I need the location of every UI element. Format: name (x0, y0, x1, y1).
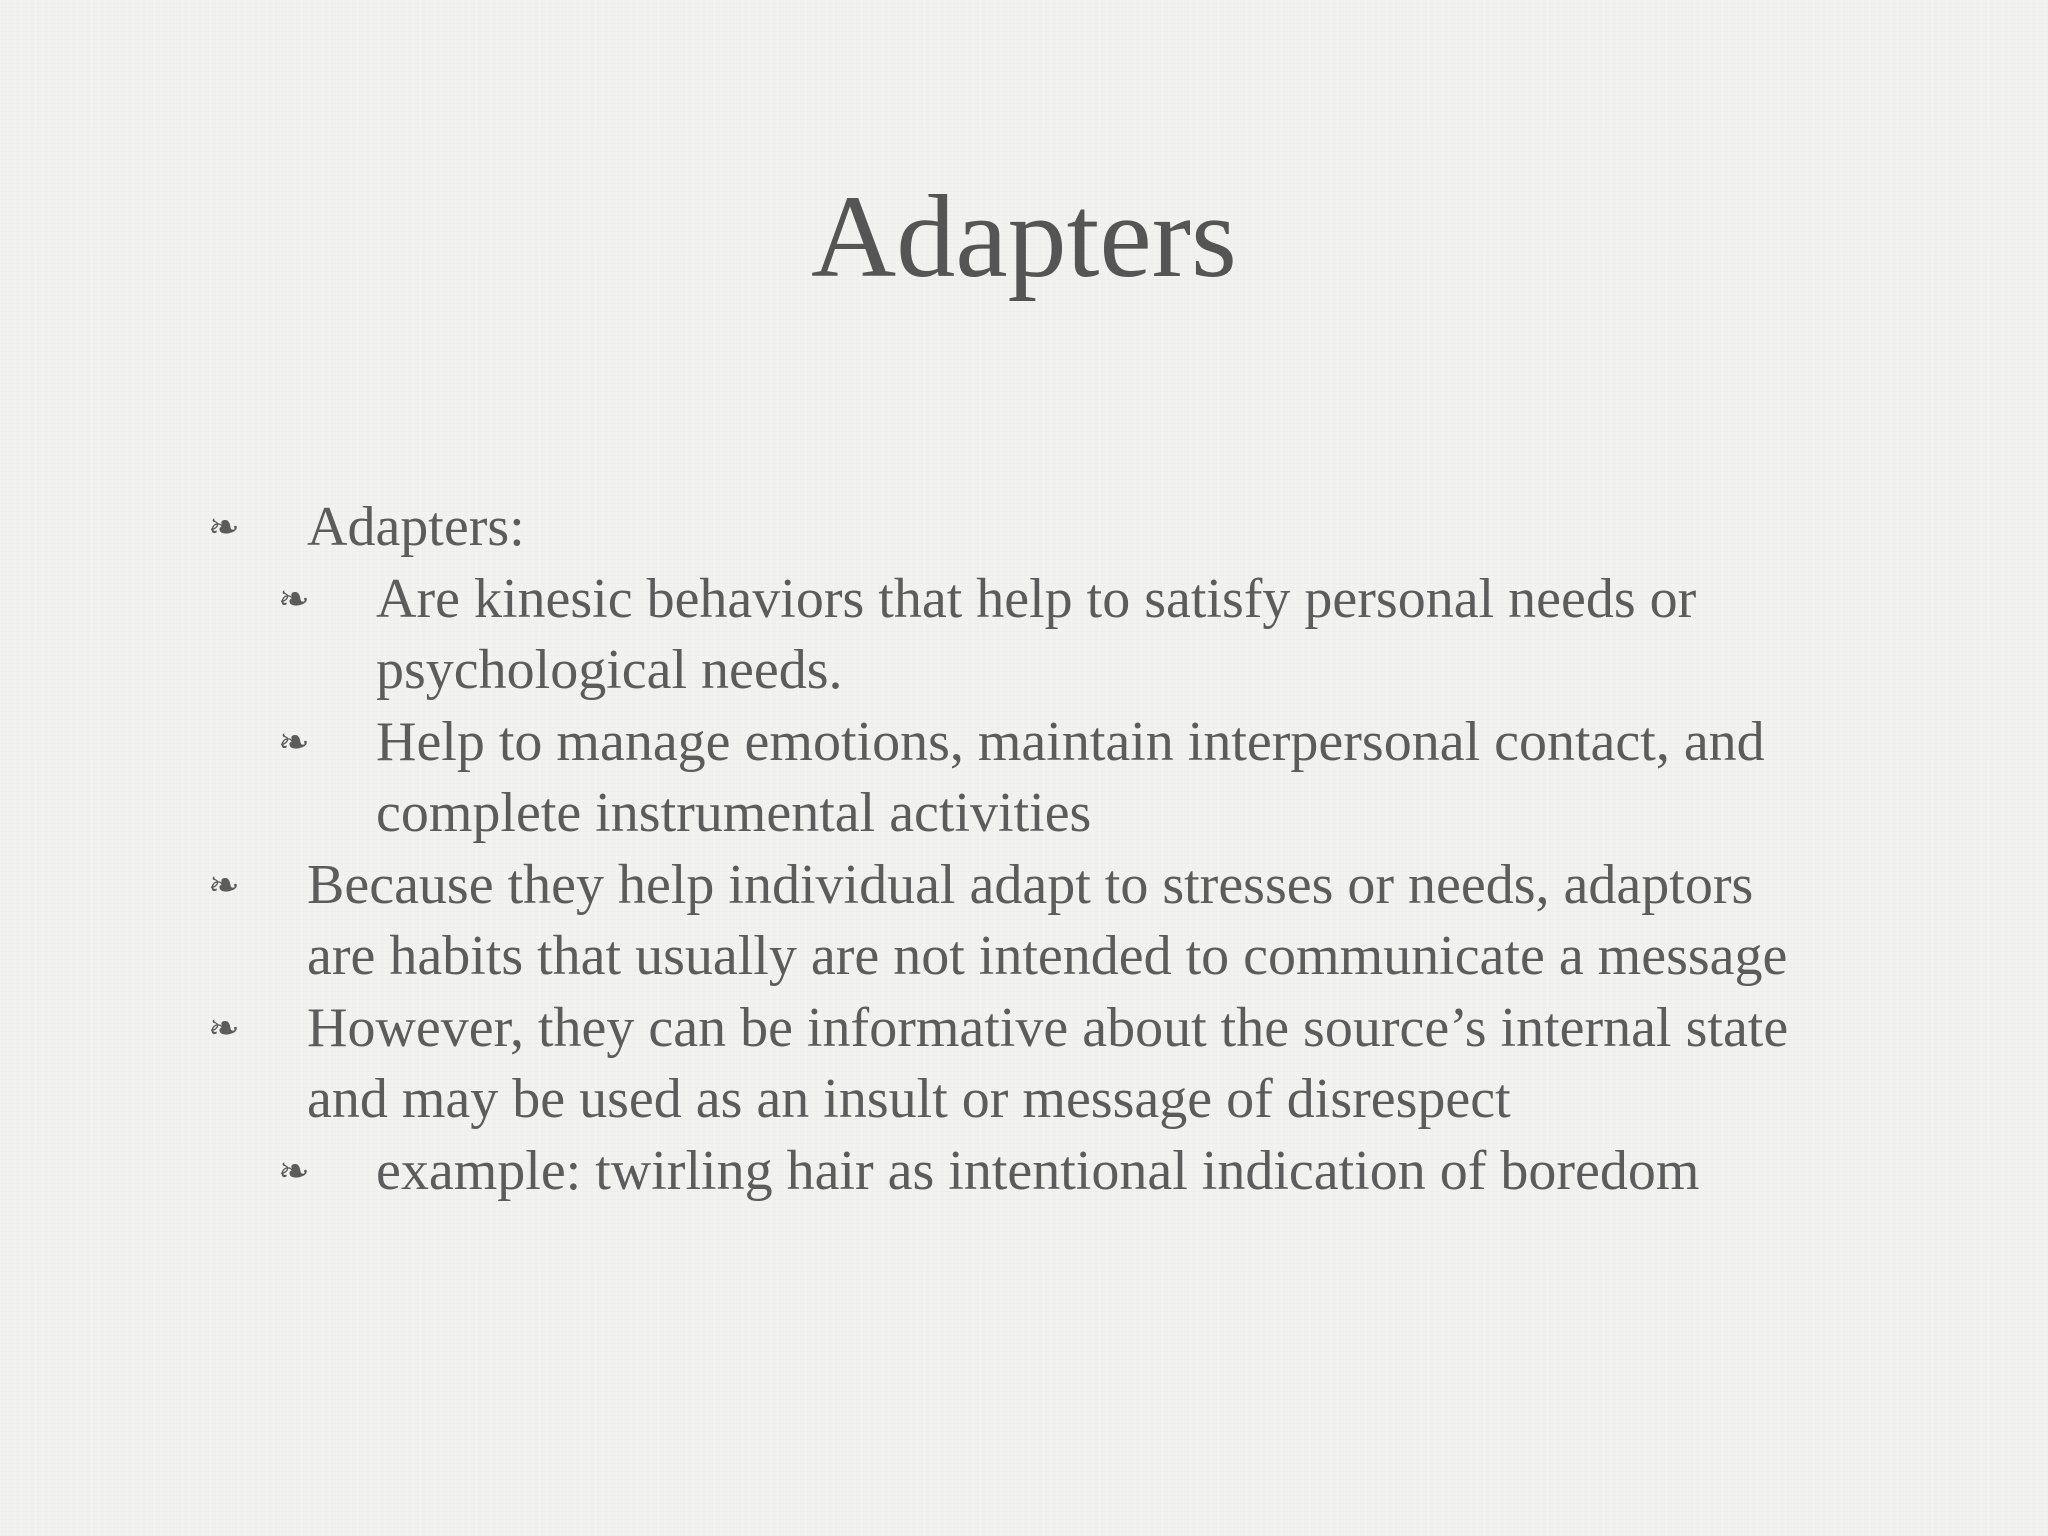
bullet-text: However, they can be informative about the source’s internal state and may be used as an insult or message of disrespect (307, 996, 1789, 1130)
floral-bullet-icon: ❧ (278, 1148, 310, 1193)
floral-bullet-icon: ❧ (278, 576, 310, 621)
sub-bullet-item (0, 1136, 1836, 1208)
bullet-text: Because they help individual adapt to stresses or needs, adaptors are habits that usually are not intended to communicate a message (307, 853, 1788, 987)
bullet-item (0, 850, 1807, 993)
floral-bullet-icon: ❧ (208, 505, 240, 549)
bullet-item (0, 492, 1807, 564)
floral-bullet-icon: ❧ (208, 1005, 240, 1050)
slide-title: Adapters (811, 171, 1237, 302)
floral-bullet-icon: ❧ (208, 862, 240, 907)
sub-bullet-item (0, 707, 1836, 850)
bullet-item (0, 993, 1807, 1136)
sub-bullet-item (0, 564, 1836, 707)
bullet-text: Adapters: (307, 496, 525, 558)
bullet-text: example: twirling hair as intentional indication of boredom (376, 1139, 1700, 1202)
bullet-text: Help to manage emotions, maintain interpersonal contact, and complete instrumental activities (376, 710, 1765, 844)
bullet-list (0, 492, 2048, 1207)
bullet-text: Are kinesic behaviors that help to satisfy personal needs or psychological needs. (376, 567, 1697, 701)
floral-bullet-icon: ❧ (278, 719, 310, 764)
